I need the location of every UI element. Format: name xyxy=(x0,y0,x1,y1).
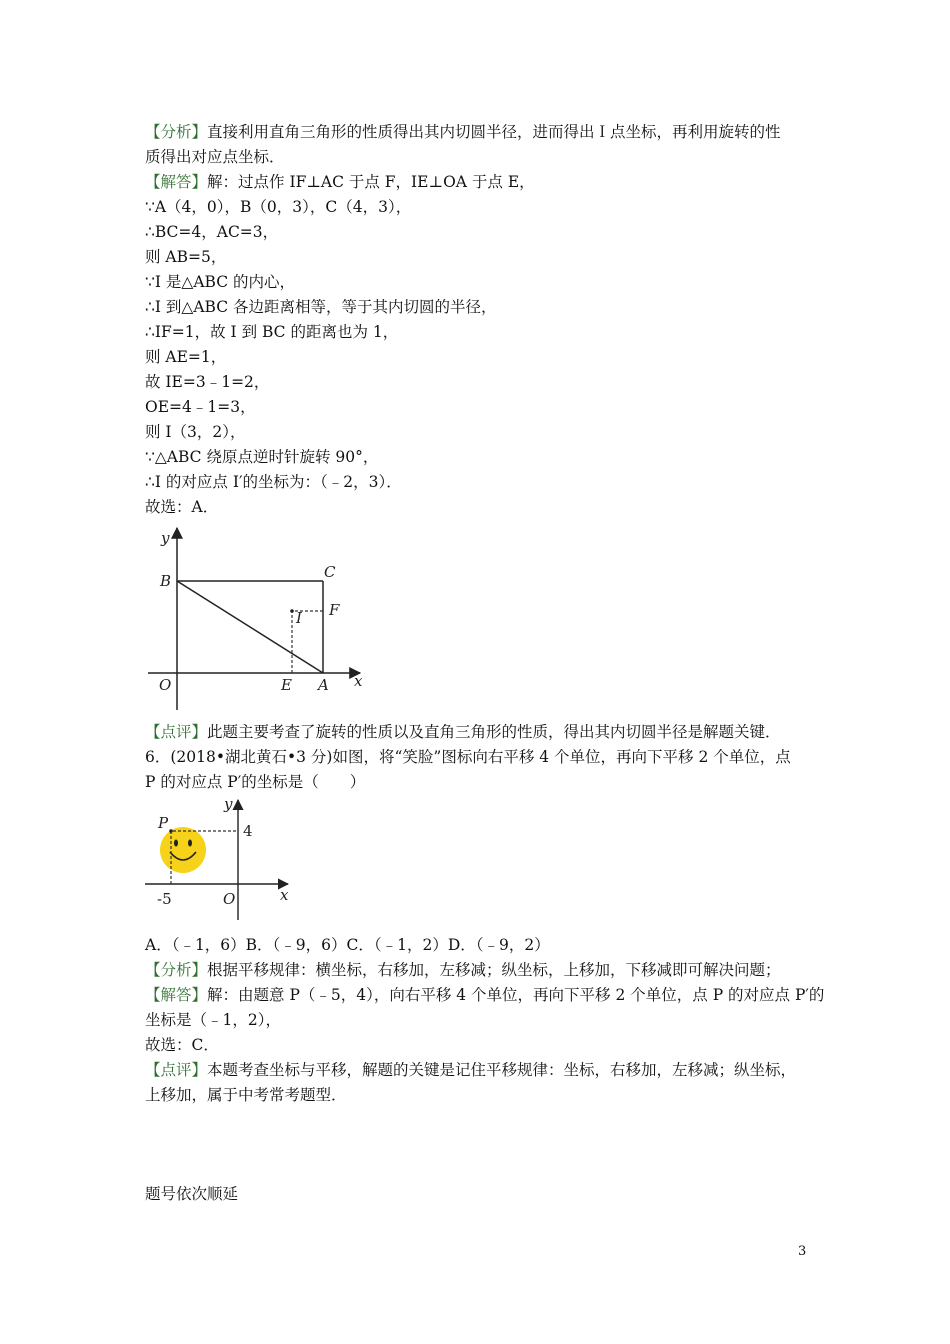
solution-step: ∵A（4，0），B（0，3），C（4，3）， xyxy=(145,198,412,216)
analysis-text: 直接利用直角三角形的性质得出其内切圆半径，进而得出Ｉ点坐标，再利用旋转的性 xyxy=(207,123,781,141)
answer-tag: 【解答】 xyxy=(145,986,208,1004)
q6-question-line2: P 的对应点 P′的坐标是（ ） xyxy=(145,773,366,791)
solution-step: 则 I（3，2）， xyxy=(145,423,246,441)
q6-comment-line1 xyxy=(145,1060,796,1080)
smiley-face xyxy=(160,827,206,873)
solution-step: ∴I 到△ABC 各边距离相等，等于其内切圆的半径， xyxy=(145,298,497,316)
label-y: y xyxy=(224,795,233,813)
label-b: B xyxy=(160,572,172,590)
solution-step: ∵△ABC 绕原点逆时针旋转 90°， xyxy=(145,448,379,466)
q5-answer-line xyxy=(145,172,535,192)
comment-tag: 【点评】 xyxy=(145,723,208,741)
solution-step: 则 AB=5， xyxy=(145,248,227,266)
label-o: O xyxy=(159,676,172,694)
label-o: O xyxy=(223,890,236,908)
label-f: F xyxy=(329,601,340,619)
smiley-left-eye xyxy=(174,840,178,847)
point-p xyxy=(169,829,173,833)
label-4: 4 xyxy=(243,822,253,840)
page-number: 3 xyxy=(798,1244,807,1259)
q6-answer-line3: 故选：C． xyxy=(145,1036,219,1054)
solution-step: ∵I 是△ABC 的内心， xyxy=(145,273,295,291)
q5-comment-line xyxy=(145,722,781,742)
label-p: P xyxy=(158,814,169,832)
label-x: x xyxy=(280,886,289,904)
solution-step: ∴I 的对应点 I′的坐标为：（﹣2，3）． xyxy=(145,473,402,491)
triangle-figure xyxy=(140,520,380,715)
label-c: C xyxy=(324,563,336,581)
label-minus5: -5 xyxy=(157,890,172,908)
smiley-figure xyxy=(140,792,300,927)
q6-options: A．（﹣1，6）B．（﹣9，6）C．（﹣1，2）D．（﹣9，2） xyxy=(145,936,550,954)
solution-step: ∴IF=1，故 I 到 BC 的距离也为 1， xyxy=(145,323,399,341)
label-y: y xyxy=(161,529,170,547)
q5-analysis-line2: 质得出对应点坐标． xyxy=(145,148,285,166)
comment-text: 此题主要考查了旋转的性质以及直角三角形的性质，得出其内切圆半径是解题关键． xyxy=(207,723,781,741)
analysis-tag: 【分析】 xyxy=(145,961,208,979)
q6-analysis-line xyxy=(145,960,781,980)
analysis-tag: 【分析】 xyxy=(145,123,208,141)
q6-answer-line1 xyxy=(145,985,824,1005)
comment-text: 本题考查坐标与平移，解题的关键是记住平移规律：坐标，右移加，左移减；纵坐标， xyxy=(207,1061,797,1079)
label-i: I xyxy=(296,609,302,627)
q6-comment-line2: 上移加，属于中考常考题型． xyxy=(145,1086,347,1104)
q6-question-line1: 6．(2018•湖北黄石•3 分)如图，将“笑脸”图标向右平移 4 个单位，再向下平移 2 个单位，点 xyxy=(145,748,791,766)
label-a: A xyxy=(318,676,329,694)
answer-text: 解：过点作 IF⊥AC 于点 F，IE⊥OA 于点 E， xyxy=(207,173,535,191)
point-i xyxy=(290,609,294,613)
solution-step: OE=4﹣1=3， xyxy=(145,398,256,416)
segment-ab xyxy=(177,581,323,673)
solution-step: 故选：A． xyxy=(145,498,219,516)
footer-note: 题号依次顺延 xyxy=(145,1185,239,1203)
analysis-text: 根据平移规律：横坐标，右移加，左移减；纵坐标，上移加，下移减即可解决问题； xyxy=(207,961,781,979)
comment-tag: 【点评】 xyxy=(145,1061,208,1079)
q6-answer-line2: 坐标是（﹣1，2）， xyxy=(145,1011,281,1029)
answer-tag: 【解答】 xyxy=(145,173,208,191)
label-e: E xyxy=(281,676,292,694)
solution-step: 则 AE=1， xyxy=(145,348,227,366)
q5-analysis-line1 xyxy=(145,122,781,142)
label-x: x xyxy=(354,672,363,690)
answer-text: 解：由题意 P（﹣5，4），向右平移 4 个单位，再向下平移 2 个单位，点 P 的对应点 P′的 xyxy=(207,986,825,1004)
solution-step: ∴BC=4，AC=3， xyxy=(145,223,279,241)
solution-step: 故 IE=3﹣1=2， xyxy=(145,373,270,391)
smiley-right-eye xyxy=(188,840,192,847)
